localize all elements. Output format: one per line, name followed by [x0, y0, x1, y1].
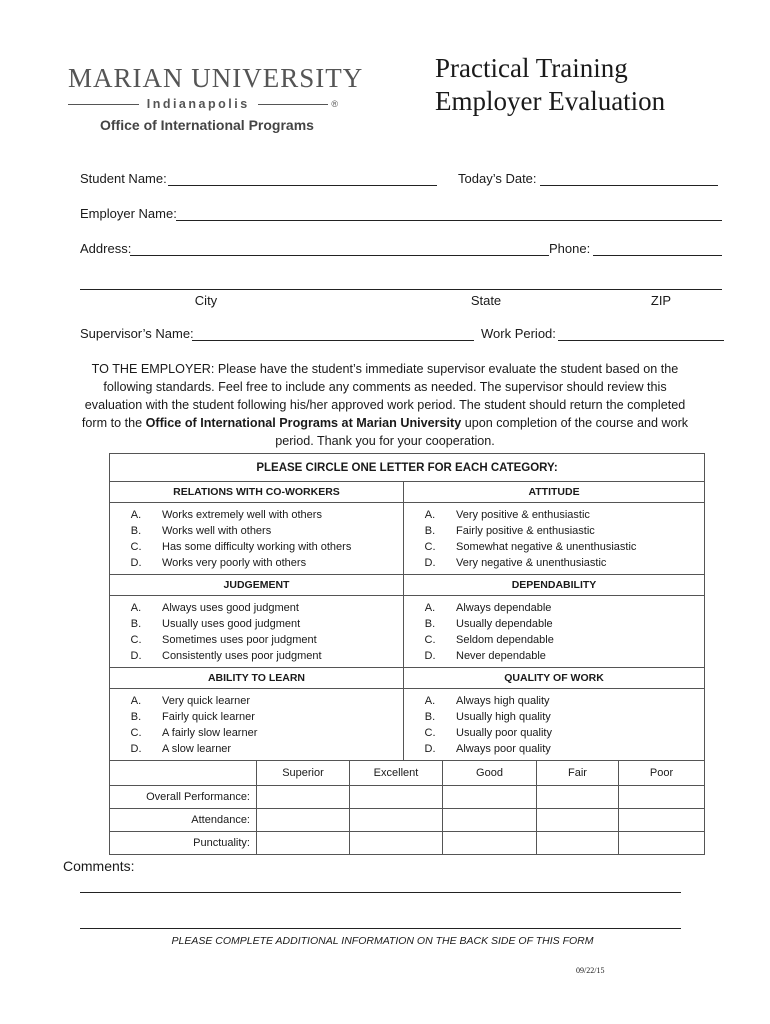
option-text: Somewhat negative & unenthusiastic	[456, 541, 637, 553]
option-text: Always poor quality	[456, 743, 551, 755]
option-text: Always uses good judgment	[162, 602, 299, 614]
instructions-office-bold: Office of International Programs at Marian University	[145, 416, 462, 430]
rating-cell[interactable]	[443, 832, 537, 855]
option-item[interactable]	[110, 709, 403, 725]
work-period-label: Work Period:	[481, 326, 556, 341]
option-text: A fairly slow learner	[162, 727, 258, 739]
comments-line-1[interactable]	[80, 892, 681, 893]
option-item[interactable]	[110, 725, 403, 741]
category-title: JUDGEMENT	[110, 575, 404, 596]
registered-mark: ®	[331, 99, 339, 109]
option-letter: C.	[130, 634, 142, 646]
supervisor-name-field[interactable]	[192, 340, 474, 341]
rating-header-superior: Superior	[257, 761, 350, 786]
option-item[interactable]	[404, 555, 704, 571]
rating-header-good: Good	[443, 761, 537, 786]
category-options	[110, 689, 404, 761]
option-text: Never dependable	[456, 650, 546, 662]
option-item[interactable]	[110, 539, 403, 555]
option-letter: B.	[424, 525, 436, 537]
option-letter: D.	[130, 557, 142, 569]
logo-rule-right	[258, 104, 329, 105]
option-letter: D.	[424, 650, 436, 662]
option-item[interactable]	[110, 741, 403, 757]
category-title: QUALITY OF WORK	[404, 668, 705, 689]
option-letter: A.	[424, 695, 436, 707]
category-title: RELATIONS WITH CO-WORKERS	[110, 482, 404, 503]
option-letter: A.	[130, 695, 142, 707]
option-item[interactable]	[404, 648, 704, 664]
state-label: State	[470, 293, 502, 308]
category-options	[404, 503, 705, 575]
option-text: Fairly quick learner	[162, 711, 255, 723]
rating-cell[interactable]	[619, 809, 705, 832]
university-logo-name: MARIAN UNIVERSITY	[68, 63, 364, 93]
option-letter: A.	[424, 602, 436, 614]
rating-cell[interactable]	[619, 832, 705, 855]
rating-cell[interactable]	[257, 786, 350, 809]
form-date-code: 09/22/15	[576, 966, 605, 975]
phone-label: Phone:	[549, 241, 591, 256]
rating-header-excellent: Excellent	[350, 761, 443, 786]
rating-cell[interactable]	[350, 786, 443, 809]
rating-row-label: Punctuality:	[110, 832, 257, 855]
option-letter: C.	[424, 727, 436, 739]
address-label: Address:	[80, 241, 132, 256]
option-text: Works very poorly with others	[162, 557, 307, 569]
option-item[interactable]	[404, 693, 704, 709]
option-text: Works well with others	[162, 525, 272, 537]
option-item[interactable]	[110, 648, 403, 664]
table-heading: PLEASE CIRCLE ONE LETTER FOR EACH CATEGORY:	[110, 454, 705, 482]
option-text: Always high quality	[456, 695, 550, 707]
comments-line-2[interactable]	[80, 928, 681, 929]
back-side-note: PLEASE COMPLETE ADDITIONAL INFORMATION ON THE BACK SIDE OF THIS FORM	[171, 935, 594, 947]
employer-instructions	[80, 360, 690, 450]
option-item[interactable]	[110, 693, 403, 709]
option-item[interactable]	[110, 523, 403, 539]
rating-row-label: Overall Performance:	[110, 786, 257, 809]
option-letter: B.	[130, 618, 142, 630]
option-text: Fairly positive & enthusiastic	[456, 525, 595, 537]
option-item[interactable]	[404, 507, 704, 523]
option-text: Consistently uses poor judgment	[162, 650, 322, 662]
office-name: Office of International Programs	[100, 117, 314, 133]
option-text: Very quick learner	[162, 695, 251, 707]
option-item[interactable]	[110, 632, 403, 648]
option-item[interactable]	[404, 632, 704, 648]
title-line-1: Practical Training	[435, 53, 628, 83]
option-letter: B.	[424, 618, 436, 630]
option-text: Usually poor quality	[456, 727, 552, 739]
category-options	[110, 596, 404, 668]
rating-cell[interactable]	[443, 809, 537, 832]
category-title: ATTITUDE	[404, 482, 705, 503]
option-letter: B.	[130, 525, 142, 537]
rating-cell[interactable]	[537, 832, 619, 855]
rating-cell[interactable]	[537, 786, 619, 809]
option-item[interactable]	[110, 616, 403, 632]
rating-header-poor: Poor	[619, 761, 705, 786]
option-item[interactable]	[404, 539, 704, 555]
logo-location-text: Indianapolis	[146, 97, 250, 111]
option-letter: B.	[130, 711, 142, 723]
student-name-field[interactable]	[168, 185, 437, 186]
rating-cell[interactable]	[350, 809, 443, 832]
option-letter: A.	[130, 602, 142, 614]
employer-name-label: Employer Name:	[80, 206, 177, 221]
option-item[interactable]	[404, 741, 704, 757]
work-period-field[interactable]	[558, 340, 724, 341]
address-field[interactable]	[130, 255, 549, 256]
option-text: Sometimes uses poor judgment	[162, 634, 317, 646]
rating-cell[interactable]	[443, 786, 537, 809]
option-letter: C.	[424, 541, 436, 553]
option-text: Usually high quality	[456, 711, 551, 723]
option-item[interactable]	[404, 725, 704, 741]
evaluation-table	[109, 453, 705, 855]
city-state-zip-field[interactable]	[80, 289, 722, 290]
option-item[interactable]	[110, 600, 403, 616]
supervisor-name-label: Supervisor’s Name:	[80, 326, 194, 341]
student-name-label: Student Name:	[80, 171, 167, 186]
instructions-text-end: upon completion of the course and work period. Thank you for your cooperation.	[275, 416, 689, 448]
rating-corner	[110, 761, 257, 786]
option-item[interactable]	[404, 709, 704, 725]
option-item[interactable]	[404, 523, 704, 539]
option-text: Usually uses good judgment	[162, 618, 301, 630]
rating-cell[interactable]	[537, 809, 619, 832]
option-letter: A.	[130, 509, 142, 521]
rating-header-fair: Fair	[537, 761, 619, 786]
option-text: Very negative & unenthusiastic	[456, 557, 607, 569]
option-text: Very positive & enthusiastic	[456, 509, 590, 521]
option-letter: B.	[424, 711, 436, 723]
category-options	[110, 503, 404, 575]
rating-cell[interactable]	[619, 786, 705, 809]
option-item[interactable]	[110, 507, 403, 523]
option-item[interactable]	[404, 616, 704, 632]
page-title	[435, 52, 665, 118]
option-letter: C.	[130, 727, 142, 739]
option-letter: C.	[424, 634, 436, 646]
employer-name-field[interactable]	[176, 220, 722, 221]
option-item[interactable]	[404, 600, 704, 616]
option-text: Has some difficulty working with others	[162, 541, 352, 553]
todays-date-label: Today’s Date:	[458, 171, 537, 186]
logo-rule-left	[68, 104, 139, 105]
option-letter: D.	[130, 650, 142, 662]
option-text: A slow learner	[162, 743, 232, 755]
phone-field[interactable]	[593, 255, 722, 256]
rating-cell[interactable]	[257, 809, 350, 832]
comments-label: Comments:	[63, 858, 135, 874]
option-item[interactable]	[110, 555, 403, 571]
category-title: DEPENDABILITY	[404, 575, 705, 596]
option-letter: D.	[130, 743, 142, 755]
instructions-text: TO THE EMPLOYER: Please have the student’s immediate supervisor evaluate the student based on the following standards. Feel free to include any comments as needed. The supervisor should review this evaluation with the student following his/her approved work period. The student should return the completed form to the	[81, 362, 686, 430]
category-options	[404, 596, 705, 668]
city-label: City	[194, 293, 218, 308]
category-title: ABILITY TO LEARN	[110, 668, 404, 689]
rating-cell[interactable]	[350, 832, 443, 855]
option-letter: D.	[424, 557, 436, 569]
option-text: Always dependable	[456, 602, 552, 614]
category-options	[404, 689, 705, 761]
rating-row-label: Attendance:	[110, 809, 257, 832]
rating-cell[interactable]	[257, 832, 350, 855]
option-text: Works extremely well with others	[162, 509, 322, 521]
option-letter: A.	[424, 509, 436, 521]
university-logo-location	[68, 96, 338, 112]
zip-label: ZIP	[650, 293, 672, 308]
option-letter: D.	[424, 743, 436, 755]
title-line-2: Employer Evaluation	[435, 86, 666, 116]
todays-date-field[interactable]	[540, 185, 718, 186]
option-text: Usually dependable	[456, 618, 553, 630]
option-letter: C.	[130, 541, 142, 553]
option-text: Seldom dependable	[456, 634, 554, 646]
